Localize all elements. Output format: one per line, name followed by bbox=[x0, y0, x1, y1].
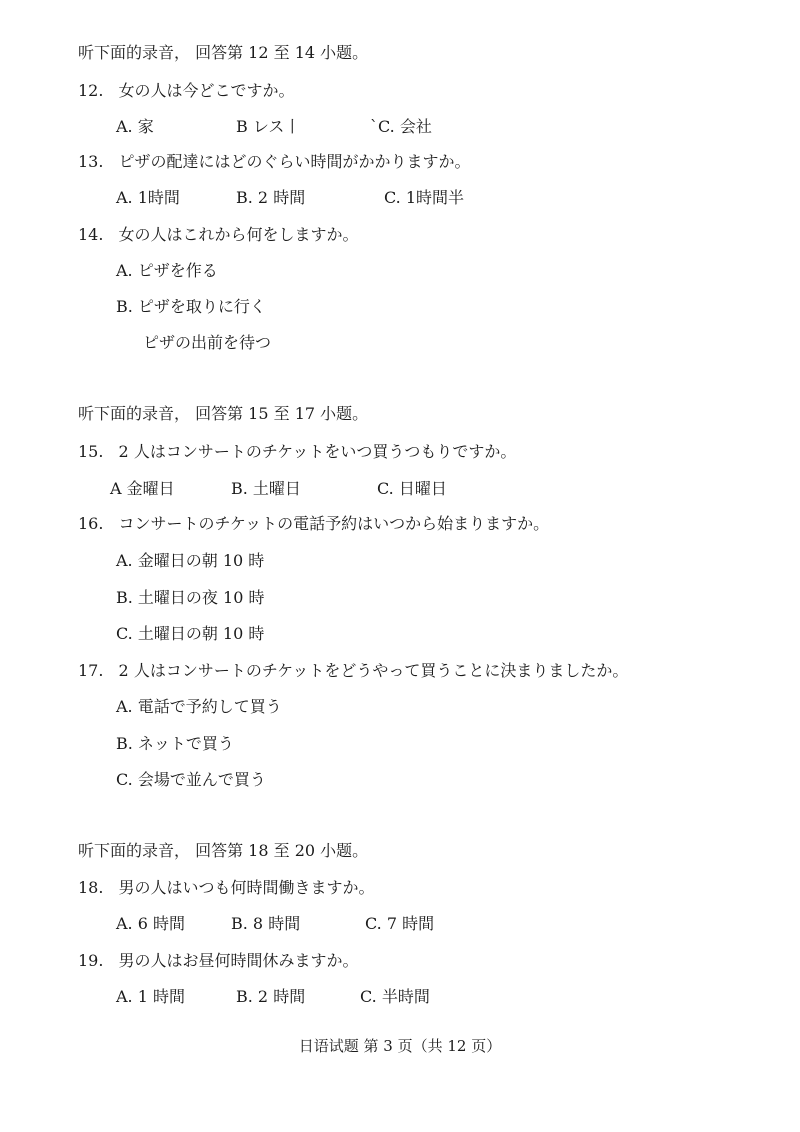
question-text: 2 人はコンサートのチケットをどうやって買うことに決まりましたか。 bbox=[118, 661, 629, 680]
question-number: 12. bbox=[78, 81, 104, 100]
option-c: C. 半時間 bbox=[360, 987, 430, 1006]
option-a: A. 6 時間 bbox=[116, 914, 185, 933]
option-c: ピザの出前を待つ bbox=[143, 333, 272, 352]
question-15 bbox=[78, 442, 516, 462]
question-number: 18. bbox=[78, 878, 104, 897]
question-13 bbox=[78, 152, 471, 172]
question-text: コンサートのチケットの電話予約はいつから始まりますか。 bbox=[118, 514, 550, 533]
question-text: 2 人はコンサートのチケットをいつ買うつもりですか。 bbox=[118, 442, 517, 461]
option-a: A. 電話で予約して買う bbox=[116, 697, 282, 716]
question-12 bbox=[78, 81, 295, 101]
question-text: 女の人はこれから何をしますか。 bbox=[118, 225, 359, 244]
question-19 bbox=[78, 951, 359, 971]
section-heading: 听下面的录音， 回答第 15 至 17 小题。 bbox=[78, 404, 369, 423]
option-c: C. 日曜日 bbox=[377, 479, 447, 498]
option-b: B. 土曜日の夜 10 時 bbox=[116, 588, 265, 607]
question-number: 14. bbox=[78, 225, 104, 244]
question-18 bbox=[78, 878, 375, 898]
option-a: A. 金曜日の朝 10 時 bbox=[116, 551, 265, 570]
option-a: A. ピザを作る bbox=[116, 261, 218, 280]
question-text: ピザの配達にはどのぐらい時間がかかりますか。 bbox=[118, 152, 471, 171]
option-b: B. 土曜日 bbox=[231, 479, 301, 498]
question-number: 17. bbox=[78, 661, 104, 680]
question-14 bbox=[78, 225, 359, 245]
option-b: B. 2 時間 bbox=[236, 987, 306, 1006]
option-b: B. ピザを取りに行く bbox=[116, 297, 266, 316]
page-footer: 日语试题 第 3 页（共 12 页） bbox=[298, 1037, 502, 1055]
option-a: A. 家 bbox=[116, 117, 154, 136]
option-a: A. 1時間 bbox=[116, 188, 180, 207]
question-17 bbox=[78, 661, 628, 681]
question-16 bbox=[78, 514, 549, 534]
option-c: `C. 会社 bbox=[370, 117, 432, 136]
question-number: 19. bbox=[78, 951, 104, 970]
option-b: B レス丨 bbox=[236, 117, 301, 136]
question-text: 男の人はお昼何時間休みますか。 bbox=[118, 951, 359, 970]
section-heading: 听下面的录音， 回答第 12 至 14 小题。 bbox=[78, 43, 369, 62]
section-heading: 听下面的录音， 回答第 18 至 20 小题。 bbox=[78, 841, 369, 860]
option-c: C. 7 時間 bbox=[365, 914, 435, 933]
option-c: C. 土曜日の朝 10 時 bbox=[116, 624, 265, 643]
option-b: B. 8 時間 bbox=[231, 914, 301, 933]
question-number: 15. bbox=[78, 442, 104, 461]
option-a: A. 1 時間 bbox=[116, 987, 185, 1006]
option-b: B. ネットで買う bbox=[116, 734, 234, 753]
question-number: 13. bbox=[78, 152, 104, 171]
option-c: C. 会場で並んで買う bbox=[116, 770, 266, 789]
option-c: C. 1時間半 bbox=[384, 188, 465, 207]
option-b: B. 2 時間 bbox=[236, 188, 306, 207]
question-text: 女の人は今どこですか。 bbox=[118, 81, 295, 100]
question-text: 男の人はいつも何時間働きますか。 bbox=[118, 878, 375, 897]
option-a: A 金曜日 bbox=[110, 479, 175, 498]
question-number: 16. bbox=[78, 514, 104, 533]
